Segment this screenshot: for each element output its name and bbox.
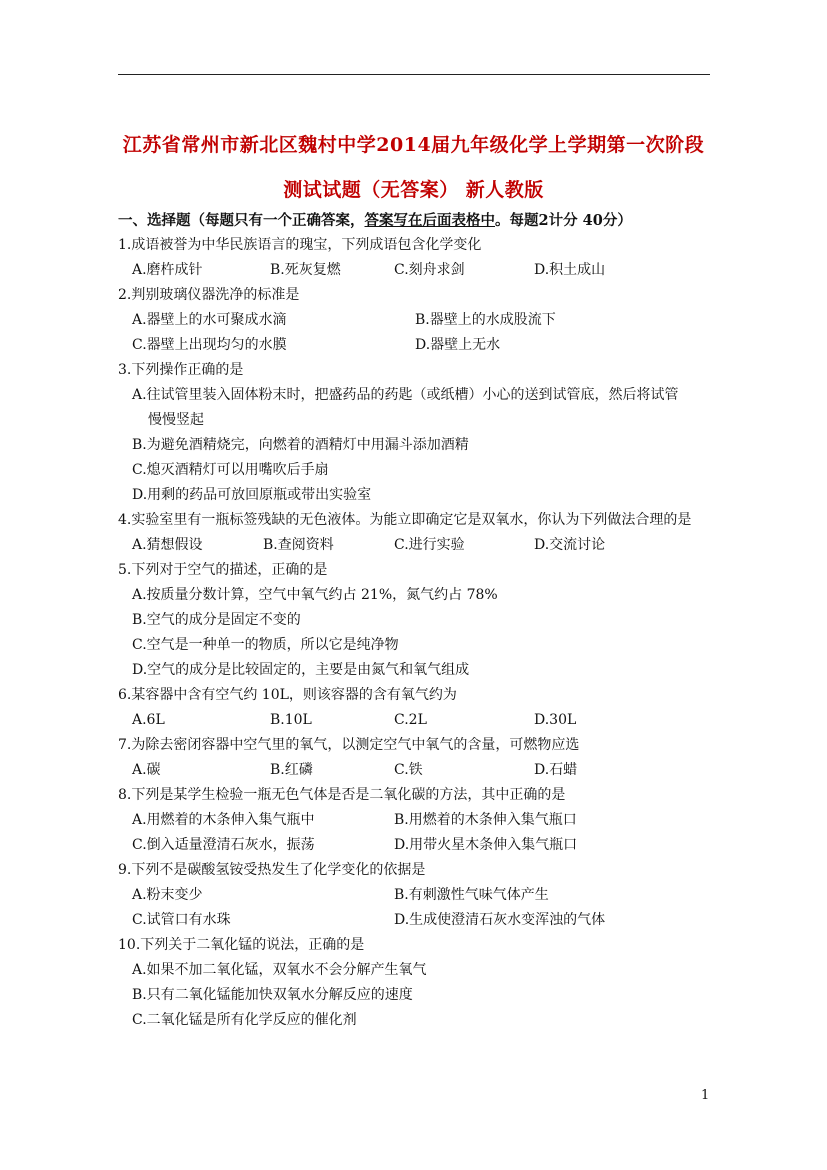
- question-6-stem: 6.某容器中含有空气约 10L，则该容器的含有氧气约为: [118, 687, 457, 703]
- question-8-stem: 8.下列是某学生检验一瓶无色气体是否是二氧化碳的方法，其中正确的是: [118, 787, 566, 803]
- question-9-option-a: A.粉末变少: [132, 887, 203, 903]
- question-9-stem: 9.下列不是碳酸氢铵受热发生了化学变化的依据是: [118, 862, 426, 878]
- question-2-option-d: D.器壁上无水: [415, 337, 501, 353]
- question-3-option-a: A.往试管里装入固体粉末时，把盛药品的药匙（或纸槽）小心的送到试管底，然后将试管: [132, 387, 679, 403]
- question-7-option-c: C.铁: [394, 762, 423, 778]
- question-6-option-a: A.6L: [132, 712, 165, 728]
- question-4-option-b: B.查阅资料: [263, 537, 334, 553]
- page-number: 1: [701, 1088, 710, 1103]
- question-8-option-b: B.用燃着的木条伸入集气瓶口: [394, 812, 577, 828]
- section-heading-prefix: 一、选择题（每题只有一个正确答案，: [118, 212, 365, 229]
- question-8-option-a: A.用燃着的木条伸入集气瓶中: [132, 812, 315, 828]
- question-2-option-b: B.器壁上的水成股流下: [415, 312, 556, 328]
- question-9-option-c: C.试管口有水珠: [132, 912, 231, 928]
- question-6-option-d: D.30L: [534, 712, 577, 728]
- question-9-option-b: B.有刺激性气味气体产生: [394, 887, 549, 903]
- question-5-option-c: C.空气是一种单一的物质，所以它是纯净物: [132, 637, 399, 653]
- question-7-stem: 7.为除去密闭容器中空气里的氧气，以测定空气中氧气的含量，可燃物应选: [118, 737, 580, 753]
- question-5-option-d: D.空气的成分是比较固定的，主要是由氮气和氧气组成: [132, 662, 470, 678]
- section-heading: [118, 209, 632, 230]
- question-10-option-c: C.二氧化锰是所有化学反应的催化剂: [132, 1012, 357, 1028]
- question-4-option-d: D.交流讨论: [534, 537, 606, 553]
- question-3-option-d: D.用剩的药品可放回原瓶或带出实验室: [132, 487, 372, 503]
- question-1-option-a: A.磨杵成针: [132, 262, 203, 278]
- question-6-option-b: B.10L: [270, 712, 312, 728]
- question-8-option-d: D.用带火星木条伸入集气瓶口: [394, 837, 578, 853]
- question-3-option-b: B.为避免酒精烧完，向燃着的酒精灯中用漏斗添加酒精: [132, 437, 469, 453]
- question-8-option-c: C.倒入适量澄清石灰水，振荡: [132, 837, 315, 853]
- question-10-option-b: B.只有二氧化锰能加快双氧水分解反应的速度: [132, 987, 413, 1003]
- question-3-stem: 3.下列操作正确的是: [118, 362, 244, 378]
- document-title-line1: 江苏省常州市新北区魏村中学2014届九年级化学上学期第一次阶段: [122, 134, 705, 156]
- question-1-option-d: D.积土成山: [534, 262, 606, 278]
- question-1-stem: 1.成语被誉为中华民族语言的瑰宝，下列成语包含化学变化: [118, 237, 482, 253]
- question-1-option-b: B.死灰复燃: [270, 262, 341, 278]
- question-4-stem: 4.实验室里有一瓶标签残缺的无色液体。为能立即确定它是双氧水，你认为下列做法合理的是: [118, 512, 692, 528]
- question-2-stem: 2.判别玻璃仪器洗净的标准是: [118, 287, 300, 303]
- question-5-option-b: B.空气的成分是固定不变的: [132, 612, 301, 628]
- document-title-line2: 测试试题（无答案） 新人教版: [283, 179, 544, 201]
- question-4-option-c: C.进行实验: [394, 537, 465, 553]
- question-5-stem: 5.下列对于空气的描述，正确的是: [118, 562, 328, 578]
- question-7-option-b: B.红磷: [270, 762, 313, 778]
- question-10-stem: 10.下列关于二氧化锰的说法，正确的是: [118, 937, 365, 953]
- question-10-option-a: A.如果不加二氧化锰，双氧水不会分解产生氧气: [132, 962, 427, 978]
- question-7-option-a: A.碳: [132, 762, 161, 778]
- section-heading-underlined: 答案写在后面表格中: [364, 212, 495, 229]
- question-2-option-a: A.器壁上的水可聚成水滴: [132, 312, 287, 328]
- question-1-option-c: C.刻舟求剑: [394, 262, 465, 278]
- question-7-option-d: D.石蜡: [534, 762, 578, 778]
- question-3-option-a-cont: 慢慢竖起: [148, 412, 204, 428]
- question-4-option-a: A.猜想假设: [132, 537, 203, 553]
- question-3-option-c: C.熄灭酒精灯可以用嘴吹后手扇: [132, 462, 329, 478]
- section-heading-suffix: 。每题2计分 40分）: [495, 212, 632, 229]
- question-6-option-c: C.2L: [394, 712, 427, 728]
- header-rule: [118, 74, 710, 75]
- question-9-option-d: D.生成使澄清石灰水变浑浊的气体: [394, 912, 606, 928]
- question-2-option-c: C.器壁上出现均匀的水膜: [132, 337, 287, 353]
- question-5-option-a: A.按质量分数计算，空气中氧气约占 21%，氮气约占 78%: [132, 587, 498, 603]
